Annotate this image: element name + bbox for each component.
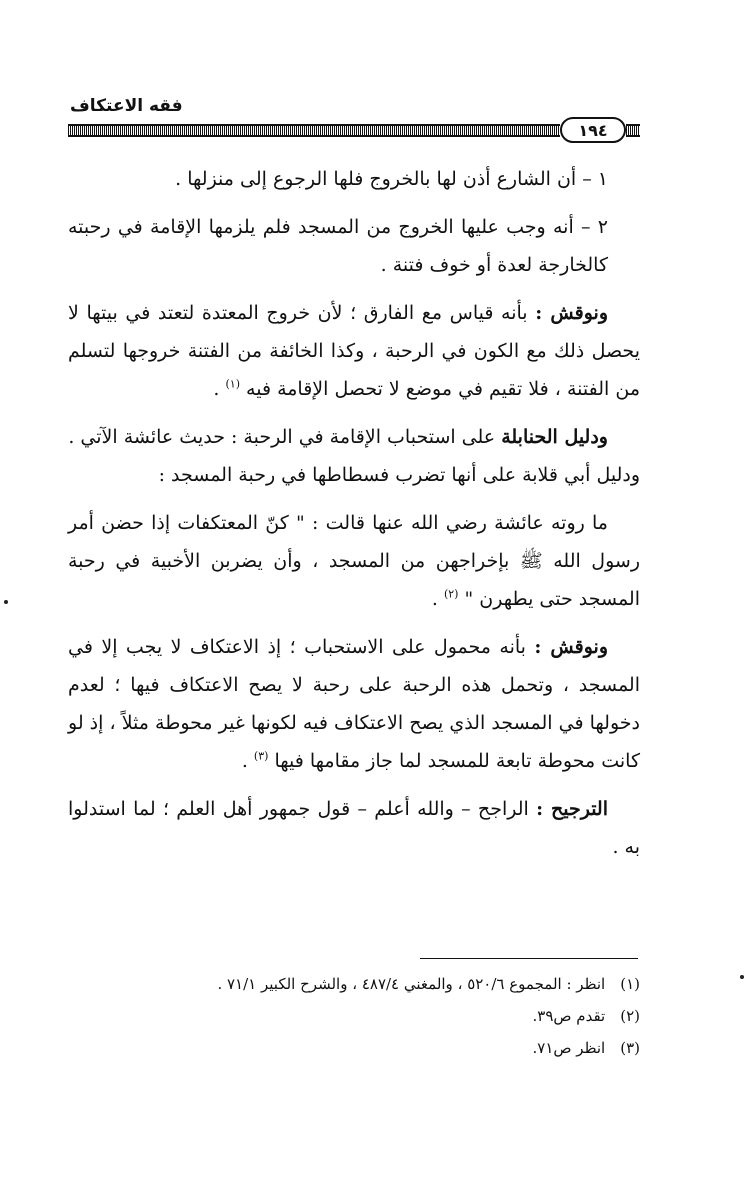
paragraph-end: . [241,750,254,772]
header-rule [68,124,560,137]
scan-speck [4,600,8,604]
lead-term: ونوقش : [535,302,609,324]
footnote-number: (٣) [620,1039,640,1057]
lead-term: الترجيح : [536,798,608,820]
paragraph-text: على استحباب الإقامة في الرحبة : حديث عائشة الآتي . [68,426,496,448]
list-item-text: ٢ – أنه وجب عليها الخروج من المسجد فلم يلزمها الإقامة في رحبته كالخارجة لعدة أو خوف فتنة . [68,216,608,276]
paragraph-end: . [431,588,444,610]
footnote-text: تقدم ص٣٩. [532,1007,606,1025]
page-number: ١٩٤ [560,117,626,143]
discussion-paragraph [68,294,640,408]
footnote-number: (١) [620,975,640,993]
footnote-separator [420,958,638,959]
footnote-text: انظر ص٧١. [532,1039,606,1057]
paragraph-text: ما روته عائشة رضي الله عنها قالت : " كنّ المعتكفات إذا حضن أمر رسول الله ﷺ بإخراجهن من المسجد ، وأن يضربن الأخبية في رحبة المسجد حتى يطهرن " [68,512,640,610]
paragraph-text: الراجح – والله أعلم – قول جمهور أهل العلم ؛ لما استدلوا به . [68,798,640,858]
footnote-marker: (٢) [443,587,459,601]
footnote-marker: (١) [225,377,240,391]
evidence-paragraph [68,418,640,456]
list-item [68,160,640,198]
lead-term: ونوقش : [534,636,609,658]
body-text [68,160,640,876]
list-item-text: ١ – أن الشارع أذن لها بالخروج فلها الرجوع إلى منزلها . [175,168,608,190]
evidence-paragraph [68,456,640,494]
footnote [68,968,640,1000]
footnote-text: انظر : المجموع ٥٢٠/٦ ، والمغني ٤٨٧/٤ ، والشرح الكبير ٧١/١ . [217,975,606,993]
paragraph-end: . [213,378,226,400]
footnote-number: (٢) [620,1007,640,1025]
paragraph-text: ودليل أبي قلابة على أنها تضرب فسطاطها في رحبة المسجد : [158,464,640,486]
preference-paragraph [68,790,640,866]
hadith-paragraph [68,504,640,618]
paragraph-text: بأنه قياس مع الفارق ؛ لأن خروج المعتدة لتعتد في بيتها لا يحصل ذلك مع الكون في الرحبة ، وكذا الخائفة من الفتنة خروجها لتسلم من الفتنة ، فلا تقيم في موضع لا تحصل الإقامة فيه [68,302,640,400]
discussion-paragraph [68,628,640,780]
scan-speck [740,975,744,979]
lead-term: ودليل الحنابلة [501,426,608,448]
footnote [68,1000,640,1032]
footnote-marker: (٣) [253,749,269,763]
header-rule-end [626,124,640,137]
footnotes [68,968,640,1064]
list-item [68,208,640,284]
running-title: فقه الاعتكاف [70,96,183,116]
paragraph-text: بأنه محمول على الاستحباب ؛ إذ الاعتكاف لا يجب إلا في المسجد ، وتحمل هذه الرحبة على رحبة لا يصح الاعتكاف فيها ؛ لعدم دخولها في المسجد الذي يصح الاعتكاف فيه لكونها غير محوطة مثلاً ، إذ لو كانت محوطة تابعة للمسجد لما جاز مقامها فيها [68,636,640,772]
footnote [68,1032,640,1064]
